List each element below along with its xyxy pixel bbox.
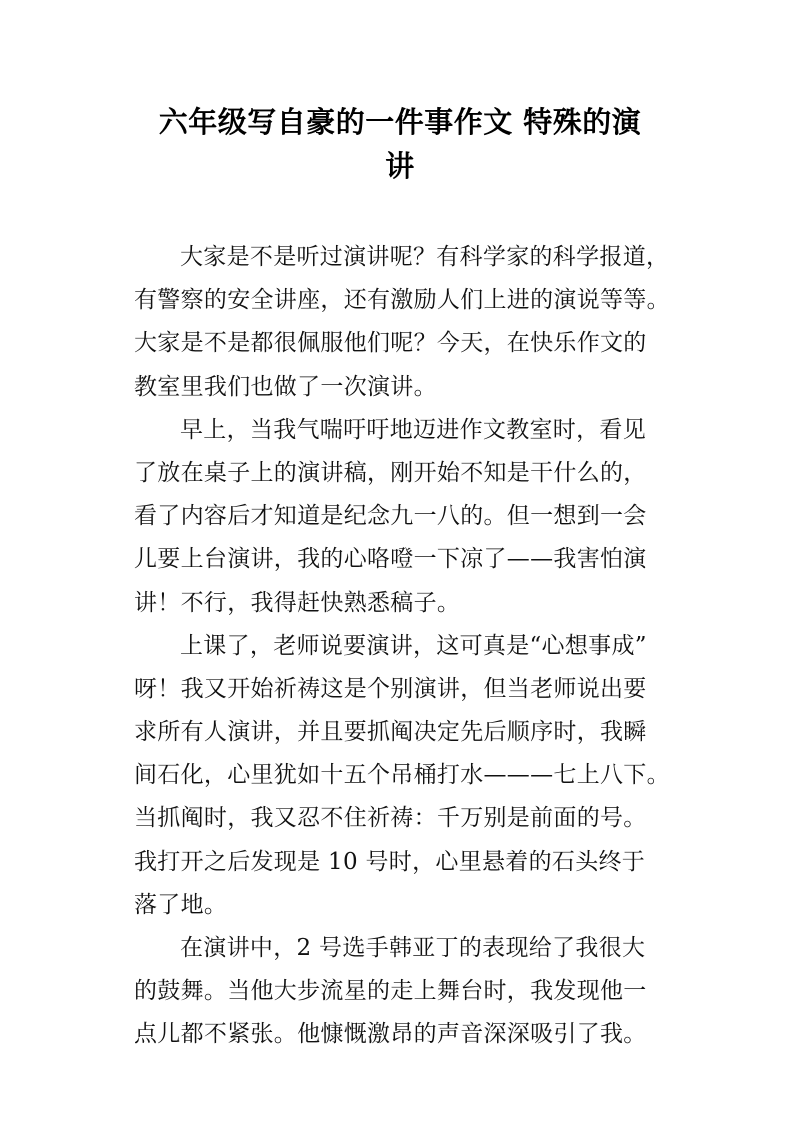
text-line: 讲！不行，我得赶快熟悉稿子。 [134,589,461,616]
text-line: 大家是不是听过演讲呢？有科学家的科学报道， [180,244,670,270]
text-line: 点儿都不紧张。他慷慨激昂的声音深深吸引了我。 [134,1021,647,1048]
text-line: 间石化，心里犹如十五个吊桶打水———七上八下。 [134,762,670,789]
text-line: 的鼓舞。当他大步流星的走上舞台时，我发现他一 [134,978,647,1005]
document-title [100,100,700,188]
text-line: 看了内容后才知道是纪念九一八的。但一想到一会 [134,503,647,530]
text-line: 了放在桌子上的演讲稿，刚开始不知是干什么的， [134,459,647,486]
text-line: 在演讲中，2 号选手韩亚丁的表现给了我很大 [180,935,646,961]
text-line: 我打开之后发现是 10 号时，心里悬着的石头终于 [134,848,646,875]
text-line: 落了地。 [134,891,228,918]
text-line: 教室里我们也做了一次演讲。 [134,373,437,400]
text-line: 有警察的安全讲座，还有激励人们上进的演说等等。 [134,287,670,314]
title-line-1: 六年级写自豪的一件事作文 特殊的演 [158,105,642,139]
title-line-2: 讲 [385,149,415,183]
text-line: 上课了，老师说要演讲，这可真是“心想事成” [180,632,647,659]
text-line: 求所有人演讲，并且要抓阄决定先后顺序时，我瞬 [134,719,647,746]
text-line: 当抓阄时，我又忍不住祈祷：千万别是前面的号。 [134,805,647,832]
document-body [134,236,674,1057]
text-line: 大家是不是都很佩服他们呢？今天，在快乐作文的 [134,330,647,357]
text-line: 早上，当我气喘吁吁地迈进作文教室时，看见 [180,416,646,443]
text-line: 呀！我又开始祈祷这是个别演讲，但当老师说出要 [134,675,647,702]
text-line: 儿要上台演讲，我的心咯噔一下凉了——我害怕演 [134,546,647,573]
